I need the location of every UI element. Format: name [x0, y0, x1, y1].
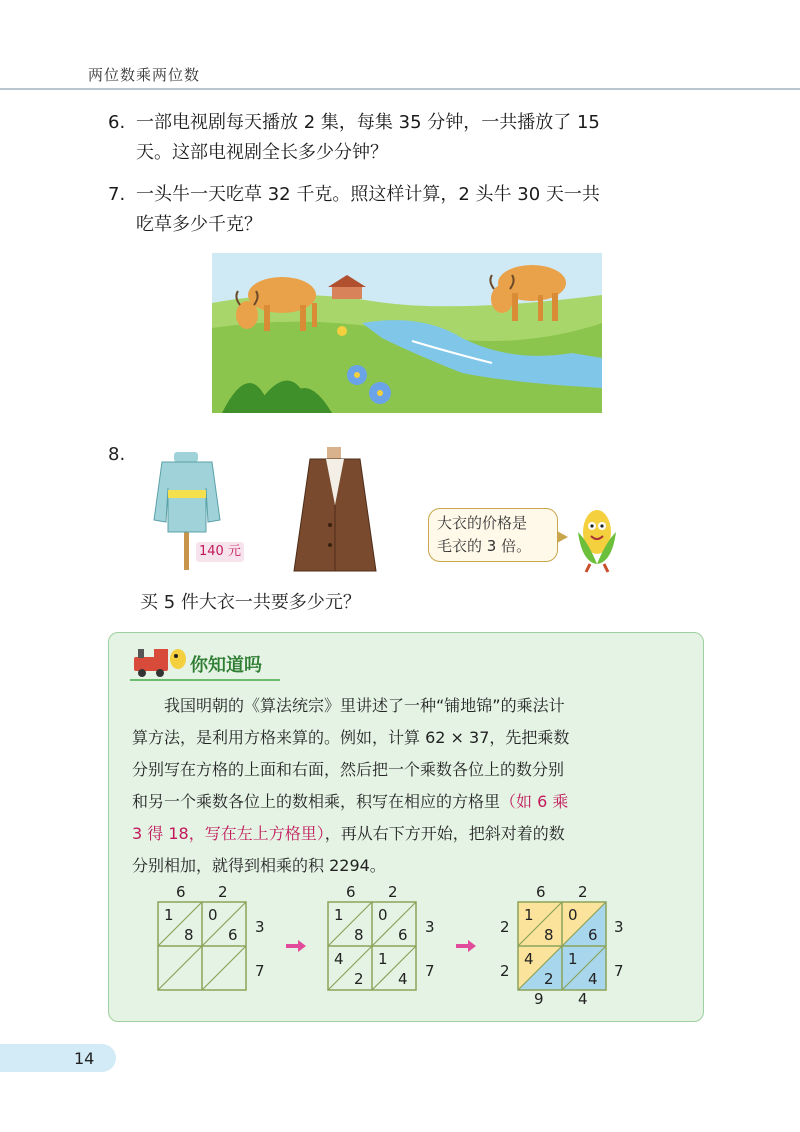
lattice-grid-step-3: [500, 883, 624, 1005]
right-digit: 3: [614, 918, 624, 936]
highlight-text: （如 6 乘: [500, 792, 569, 811]
paragraph-line: [132, 818, 692, 850]
cell-digit: 1: [524, 906, 534, 924]
arrow-icon: [286, 940, 306, 952]
paragraph-line: 分别写在方格的上面和右面，然后把一个乘数各位上的数分别: [132, 760, 565, 779]
cell-digit: 6: [228, 926, 238, 944]
right-digit: 7: [614, 962, 624, 980]
running-header: 两位数乘两位数: [88, 66, 201, 84]
cell-digit: 4: [524, 950, 534, 968]
bottom-sum-digit: 4: [578, 990, 588, 1005]
cell-digit: 1: [334, 906, 344, 924]
speech-bubble: [428, 508, 558, 562]
lattice-multiplication-diagram: [140, 880, 660, 1005]
right-digit: 7: [425, 962, 435, 980]
header-rule: [0, 88, 800, 90]
paragraph-line: 我国明朝的《算法统宗》里讲述了一种“铺地锦”的乘法计: [132, 696, 565, 715]
question-number: 6.: [108, 112, 126, 133]
cell-digit: 8: [544, 926, 554, 944]
right-digit: 3: [425, 918, 435, 936]
cell-digit: 1: [378, 950, 388, 968]
paragraph-line: [132, 786, 692, 818]
top-digit: 6: [346, 883, 356, 901]
cell-digit: 0: [378, 906, 388, 924]
cell-digit: 1: [164, 906, 174, 924]
did-you-know-title: 你知道吗: [190, 655, 262, 676]
page-number: 14: [74, 1049, 95, 1068]
cattle-grazing-illustration: [212, 253, 602, 413]
sweater-price-tag: 140 元: [196, 542, 244, 562]
paragraph-text: ，再从右下方开始，把斜对着的数: [324, 824, 565, 843]
bottom-sum-digit: 9: [534, 990, 544, 1005]
cell-digit: 4: [588, 970, 598, 988]
cell-digit: 6: [588, 926, 598, 944]
top-digit: 2: [578, 883, 588, 901]
train-icon: [130, 643, 190, 679]
cell-digit: 2: [354, 970, 364, 988]
paragraph-line: 算方法，是利用方格来算的。例如，计算 62 × 37，先把乘数: [132, 728, 570, 747]
bubble-line: 毛衣的 3 倍。: [437, 537, 532, 555]
corn-mascot-icon: [568, 502, 626, 574]
question-8-text: 买 5 件大衣一共要多少元？: [140, 592, 361, 613]
right-digit: 3: [255, 918, 265, 936]
question-number: 7.: [108, 184, 126, 205]
cell-digit: 8: [354, 926, 364, 944]
top-digit: 6: [536, 883, 546, 901]
question-6: [108, 108, 600, 168]
top-digit: 2: [218, 883, 228, 901]
did-you-know-paragraph: [132, 690, 692, 882]
top-digit: 2: [388, 883, 398, 901]
question-line: 一部电视剧每天播放 2 集，每集 35 分钟，一共播放了 15: [136, 112, 600, 133]
cell-digit: 0: [568, 906, 578, 924]
cell-digit: 6: [398, 926, 408, 944]
top-digit: 6: [176, 883, 186, 901]
cell-digit: 2: [544, 970, 554, 988]
cell-digit: 1: [568, 950, 578, 968]
paragraph-line: 分别相加，就得到相乘的积 2294。: [132, 856, 386, 875]
lattice-grid-step-1: [158, 883, 265, 990]
left-sum-digit: 2: [500, 962, 510, 980]
right-digit: 7: [255, 962, 265, 980]
question-line: 一头牛一天吃草 32 千克。照这样计算，2 头牛 30 天一共: [136, 184, 600, 205]
question-line: 吃草多少千克？: [136, 214, 262, 235]
bubble-line: 大衣的价格是: [437, 514, 528, 532]
highlight-text: 3 得 18，写在左上方格里）: [132, 824, 325, 843]
cell-digit: 8: [184, 926, 194, 944]
coat-illustration: [290, 445, 380, 575]
title-underline: [130, 679, 280, 681]
question-line: 天。这部电视剧全长多少分钟？: [136, 142, 388, 163]
question-7: [108, 180, 600, 240]
paragraph-text: 和另一个乘数各位上的数相乘，积写在相应的方格里: [132, 792, 501, 811]
arrow-icon: [456, 940, 476, 952]
cell-digit: 0: [208, 906, 218, 924]
cell-digit: 4: [334, 950, 344, 968]
question-8-number: 8.: [108, 444, 126, 465]
left-sum-digit: 2: [500, 918, 510, 936]
page-number-tab: [0, 1044, 116, 1072]
lattice-grid-step-2: [328, 883, 435, 990]
cell-digit: 4: [398, 970, 408, 988]
